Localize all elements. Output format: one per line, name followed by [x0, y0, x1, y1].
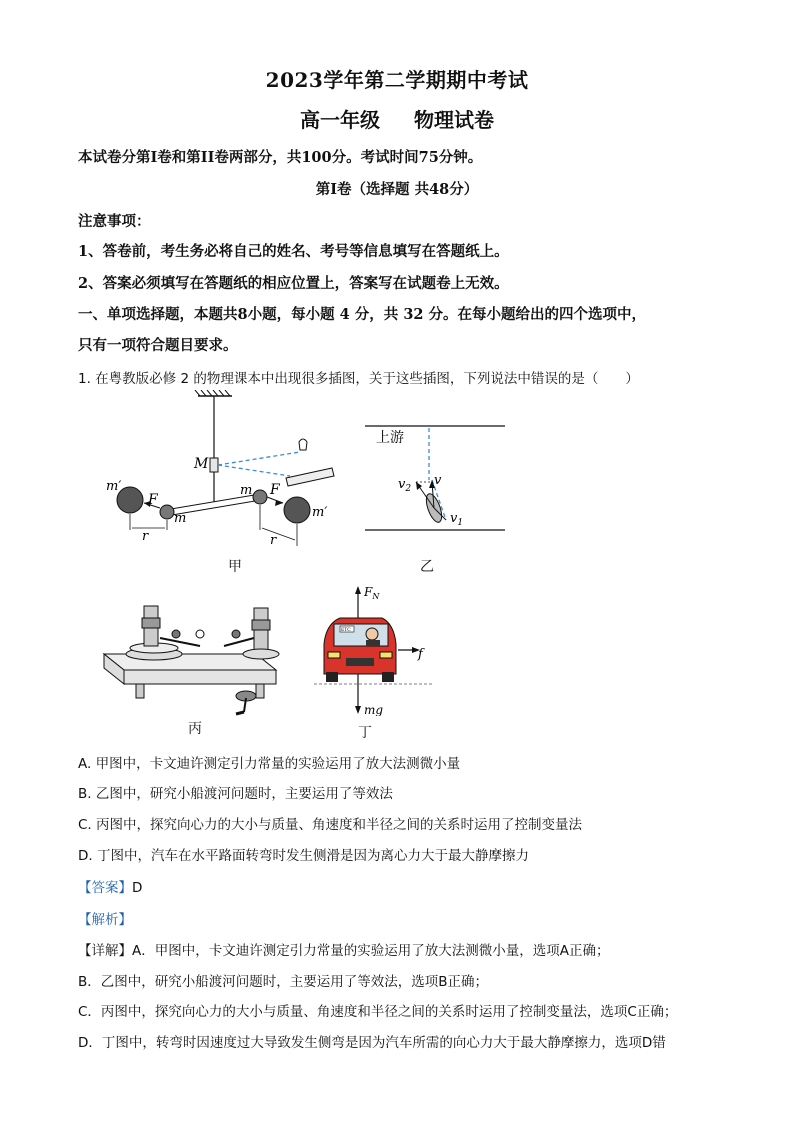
figure-bing-label: 丙 [188, 721, 202, 737]
answer-line [78, 876, 718, 896]
label-F-left: F [148, 492, 158, 508]
option-a: A. 甲图中，卡文迪许测定引力常量的实验运用了放大法测微小量 [78, 756, 461, 772]
figure-jia-torsion-balance [100, 390, 370, 550]
answer-value: D [132, 880, 143, 896]
option-d: D. 丁图中，汽车在水平路面转弯时发生侧滑是因为离心力大于最大静摩擦力 [78, 848, 529, 864]
label-r-left: r [142, 529, 149, 544]
figure-yi-label: 乙 [420, 559, 434, 575]
label-m-right: m [240, 483, 253, 498]
label-m-prime-right: m′ [312, 505, 328, 520]
grade-label: 高一年级 [300, 108, 380, 132]
detail-text-a: A．甲图中，卡文迪许测定引力常量的实验运用了放大法测微小量，选项A正确； [132, 943, 610, 959]
part1-instructions-line2: 只有一项符合题目要求。 [78, 337, 238, 354]
label-m-prime-left: m′ [106, 479, 122, 494]
exam-subtitle [0, 104, 794, 133]
figure-bing-centripetal-apparatus [96, 598, 286, 718]
figure-ding-label: 丁 [358, 725, 372, 741]
option-c: C. 丙图中，探究向心力的大小与质量、角速度和半径之间的关系时运用了控制变量法 [78, 817, 583, 833]
exam-title: 2023学年第二学期期中考试 [265, 68, 529, 92]
part1-instructions-line1: 一、单项选择题，本题共8小题，每小题 4 分，共 32 分。在每小题给出的四个选项中， [78, 306, 647, 323]
label-r-right: r [270, 533, 277, 548]
exam-intro: 本试卷分第I卷和第II卷两部分，共100分。考试时间75分钟。 [78, 149, 483, 166]
note-item-1: 1、答卷前，考生务必将自己的姓名、考号等信息填写在答题纸上。 [78, 243, 509, 260]
label-m-left: m [174, 511, 187, 526]
detail-line-2: B．乙图中，研究小船渡河问题时，主要运用了等效法，选项B正确； [78, 974, 489, 990]
label-upstream: 上游 [376, 430, 404, 446]
figure-jia-label: 甲 [228, 559, 242, 575]
label-v: v [434, 473, 442, 488]
detail-line-3: C．丙图中，探究向心力的大小与质量、角速度和半径之间的关系时运用了控制变量法，选项C正确； [78, 1004, 678, 1020]
label-M: M [194, 456, 209, 472]
label-FN: $F_N$ [364, 585, 380, 601]
note-item-2: 2、答案必须填写在答题纸的相应位置上，答案写在试题卷上无效。 [78, 275, 509, 292]
subject-label: 物理试卷 [414, 108, 494, 132]
figure-ding-car-forces [310, 584, 440, 716]
question-1-stem: 1. 在粤教版必修 2 的物理课本中出现很多插图，关于这些插图，下列说法中错误的是（ ） [78, 371, 639, 387]
label-F-right: F [270, 482, 280, 498]
detail-line-4: D．丁图中，转弯时因速度过大导致发生侧弯是因为汽车所需的向心力大于最大静摩擦力，选项D错 [78, 1035, 666, 1051]
label-mg: mg [364, 703, 384, 716]
detail-label: 【详解】 [78, 943, 132, 959]
analysis-label: 【解析】 [78, 912, 132, 928]
option-b: B. 乙图中，研究小船渡河问题时，主要运用了等效法 [78, 786, 393, 802]
label-v2: $v_2$ [398, 477, 412, 494]
label-f: f [418, 647, 423, 662]
section-title: 第I卷（选择题 共48分） [315, 181, 479, 198]
figure-yi-boat-crossing [360, 420, 510, 540]
notes-heading: 注意事项： [78, 213, 151, 230]
label-etc: ETC [341, 628, 351, 633]
label-v1: $v_1$ [450, 511, 464, 528]
detail-line-1 [78, 939, 718, 959]
answer-label: 【答案】 [78, 880, 132, 896]
